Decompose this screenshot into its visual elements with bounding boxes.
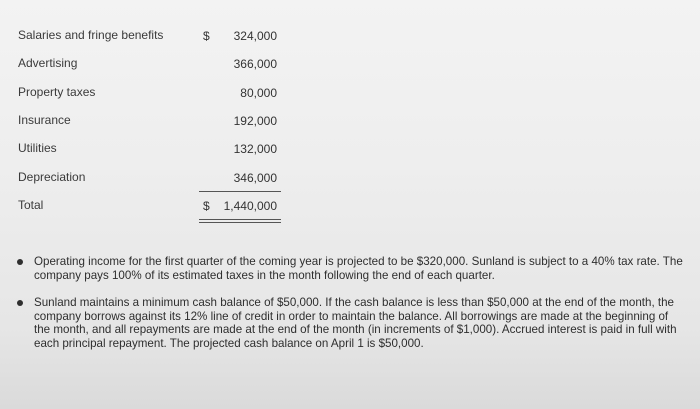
expense-label: Salaries and fringe benefits [18,28,164,42]
expense-value: 192,000 [233,114,277,128]
bullet-icon [17,300,23,306]
expense-value: 80,000 [240,86,277,100]
expense-row-salaries [0,27,700,55]
expense-row-insurance [0,112,700,140]
expense-row-advertising [0,55,700,83]
expense-value: 346,000 [233,171,277,185]
note-text: Operating income for the first quarter of the coming year is projected to be $320,000. Sunland is subject to a 40% tax rate. The company pays 100% of its estimated taxes in the month following the end of each quarter. [34,255,683,282]
expense-row-total [0,197,700,225]
expense-value: 132,000 [233,142,277,156]
dollar-sign: $ [203,199,210,213]
note-text: Sunland maintains a minimum cash balance of $50,000. If the cash balance is less than $50,000 at the end of the month, the company borrows against its 12% line of credit in order to maintain the balance. All borrowings are made at the beginning of the month, and all repayments are made at the end of the month (in increments of $1,000). Accrued interest is paid in full with each principal repayment. The projected cash balance on April 1 is $50,000. [34,296,677,350]
total-label: Total [18,198,44,212]
expense-value: 324,000 [233,29,277,43]
dollar-sign: $ [203,29,210,43]
total-rule [199,191,281,192]
expense-label: Utilities [18,141,57,155]
expense-label: Property taxes [18,85,96,99]
double-underline-top [199,219,281,220]
expense-label: Advertising [18,56,78,70]
expense-row-utilities [0,140,700,168]
expense-value: 366,000 [233,57,277,71]
expense-row-depreciation [0,169,700,197]
expense-label: Depreciation [18,170,86,184]
double-underline-bottom [199,222,281,223]
bullet-icon [17,259,23,265]
expense-label: Insurance [18,113,71,127]
expense-row-property-taxes [0,84,700,112]
total-value: 1,440,000 [223,199,277,213]
